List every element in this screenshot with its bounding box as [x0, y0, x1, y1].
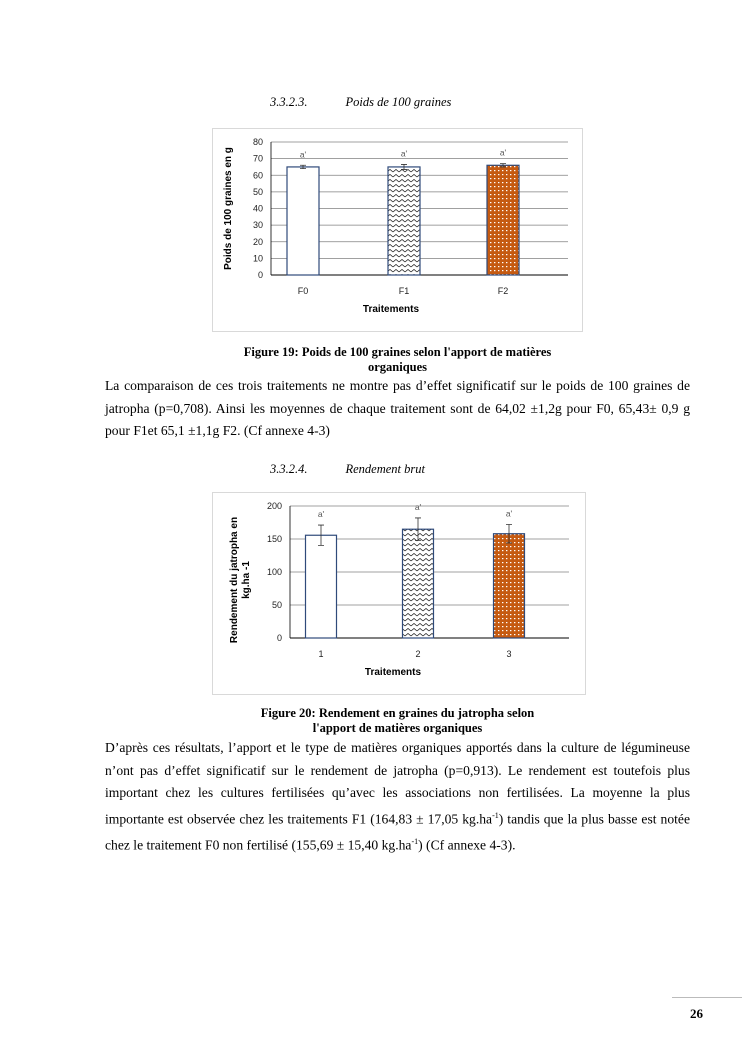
x-tick-label: 2 [415, 649, 421, 659]
significance-label: a' [499, 147, 507, 158]
bar-2 [403, 529, 434, 638]
figure-19-caption [200, 345, 595, 375]
x-axis-title: Traitements [362, 304, 420, 315]
significance-label: a' [317, 509, 325, 520]
superscript: -1 [411, 836, 419, 846]
y-tick-label: 0 [276, 633, 282, 643]
chart-svg [213, 493, 585, 694]
section-number: 3.3.2.3. [270, 95, 308, 109]
section-heading-3-3-2-4 [270, 462, 425, 477]
text: ) tandis que la plus basse est notée chez le traitement F0 non fertilisé (155,69 ± 15,40 kg.ha [105, 811, 690, 853]
y-tick-label: 150 [266, 534, 282, 544]
y-tick-label: 60 [252, 170, 263, 181]
x-tick-label: F0 [297, 286, 309, 296]
significance-label: a' [400, 148, 408, 159]
caption-line: Figure 19: Poids de 100 graines selon l'apport de matières [243, 345, 552, 359]
y-tick-label: 0 [257, 270, 263, 280]
superscript: -1 [492, 810, 499, 820]
significance-label: a' [505, 508, 513, 519]
footer-rule [672, 997, 742, 998]
x-tick-label: F1 [398, 286, 410, 296]
y-tick-label: 200 [266, 501, 282, 511]
bar-F2 [487, 165, 519, 275]
chart-rendement-brut [212, 492, 586, 695]
x-tick-label: 1 [318, 649, 324, 659]
section-number: 3.3.2.4. [270, 462, 308, 476]
bar-F0 [287, 167, 319, 275]
y-tick-label: 40 [252, 203, 263, 214]
y-tick-label: 30 [252, 220, 263, 231]
paragraph-1: La comparaison de ces trois traitements ne montre pas d’effet significatif sur le poids de 100 graines de jatropha (p=0,708). Ainsi les moyennes de chaque traitement sont de 64,02 ±1,2g pour F0, 65,43± 0,9 g pour F1et 65,1 ±1,1g F2. (Cf annexe 4-3) [105, 378, 690, 438]
y-axis-title: Rendement du jatropha en [229, 516, 240, 644]
bar-3 [494, 534, 525, 638]
chart-svg [213, 129, 582, 331]
significance-label: a' [414, 501, 422, 512]
x-tick-label: F2 [497, 286, 509, 296]
page-number: 26 [690, 1006, 703, 1021]
y-tick-label: 10 [252, 253, 263, 264]
caption-line: Figure 20: Rendement en graines du jatropha selon [260, 706, 535, 720]
y-tick-label: 70 [252, 153, 263, 164]
y-tick-label: 50 [252, 186, 263, 197]
caption-line: l'apport de matières organiques [312, 721, 483, 735]
bar-F1 [388, 167, 420, 275]
bar-1 [306, 535, 337, 638]
y-axis-title-unit: kg.ha -1 [241, 561, 252, 599]
text: D’après ces résultats, l’apport et le type de matières organiques apportés dans la culture de légumineuse n’ont pas d’effet significatif sur le rendement de jatropha (p=0,913). Le rendement est toutefois plus important chez les cultures fertilisées qu’avec les associations non fertilisées. La moyenne la plus importante est observée chez les traitements F1 (164,83 ± 17,05 kg.ha [105, 740, 690, 827]
y-tick-label: 50 [271, 600, 282, 610]
chart-poids-100-graines [212, 128, 583, 332]
y-tick-label: 20 [252, 236, 263, 247]
y-tick-label: 100 [266, 567, 282, 577]
x-tick-label: 3 [506, 649, 512, 659]
y-axis-title: Poids de 100 graines en g [223, 147, 234, 270]
caption-line: organiques [367, 360, 428, 374]
section-heading-3-3-2-3 [270, 95, 451, 110]
paragraph-2 [105, 737, 690, 857]
section-title: Poids de 100 graines [345, 95, 452, 109]
text: ) (Cf annexe 4-3). [418, 837, 516, 853]
significance-label: a' [299, 149, 307, 160]
figure-20-caption [200, 706, 595, 736]
section-title: Rendement brut [345, 462, 425, 476]
y-tick-label: 80 [252, 137, 263, 147]
x-axis-title: Traitements [364, 667, 422, 678]
